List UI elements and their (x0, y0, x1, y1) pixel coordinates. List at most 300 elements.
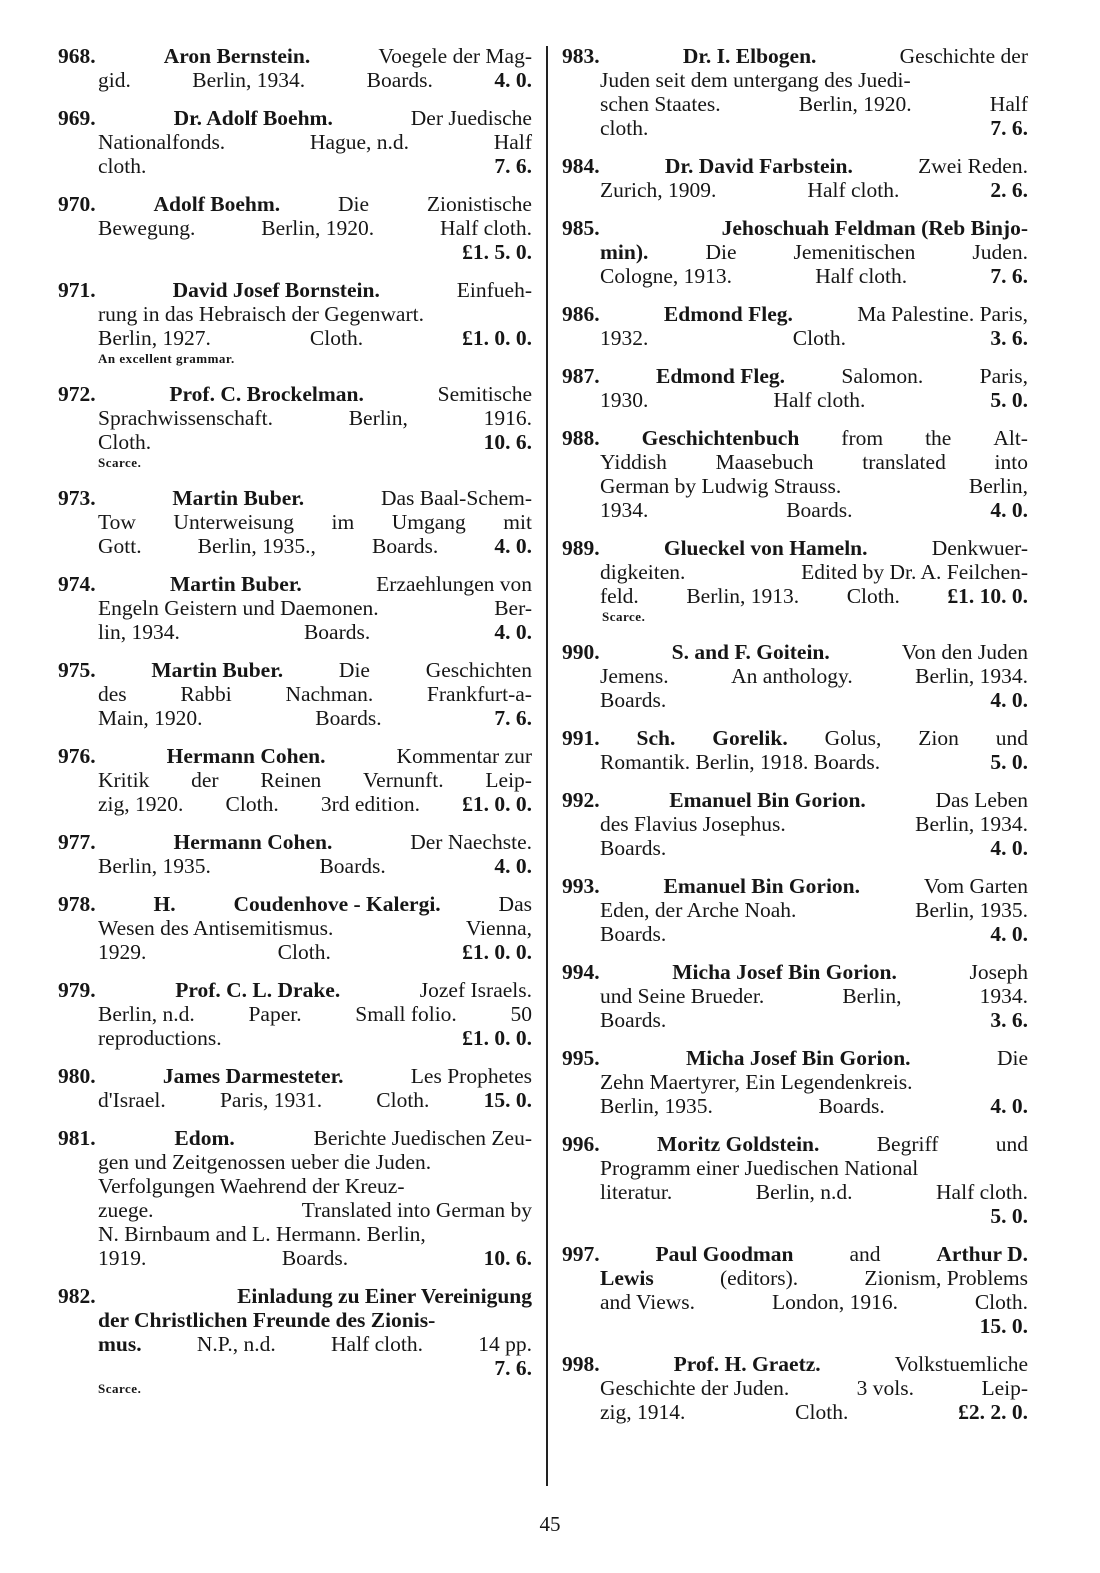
entry-number: 970. (58, 192, 96, 216)
entry-text: Berlin, 1913. (686, 584, 800, 608)
entry-text: 7. 6. (990, 264, 1028, 288)
entry-number: 993. (562, 874, 600, 898)
entry-text: Jemenitischen (793, 240, 916, 264)
entry-text: Von den Juden (901, 640, 1028, 664)
entry-line (562, 1376, 1028, 1400)
entry-text: Adolf Boehm. (153, 192, 281, 216)
catalogue-entry (58, 1064, 532, 1112)
entry-text: Berlin, n.d. (755, 1180, 853, 1204)
entry-text: Micha Josef Bin Gorion. (686, 1046, 911, 1070)
entry-text: Arthur D. (936, 1242, 1028, 1266)
entry-text: Coudenhove - Kalergi. (233, 892, 441, 916)
entry-number: 969. (58, 106, 96, 130)
entry-text: £1. 0. 0. (462, 1026, 532, 1050)
entry-text: Dr. David Farbstein. (664, 154, 853, 178)
entry-text: lin, 1934. (98, 620, 180, 644)
entry-line (562, 364, 1028, 388)
entry-text: 10. 6. (483, 1246, 532, 1270)
entry-text: Half cloth. (440, 216, 532, 240)
entry-line (58, 1198, 532, 1222)
catalogue-entry (562, 154, 1028, 202)
entry-text: Zehn Maertyrer, Ein Legendenkreis. (600, 1070, 913, 1094)
entry-text: Salomon. (841, 364, 924, 388)
entry-text: Vernunft. (363, 768, 444, 792)
entry-text: Die (996, 1046, 1028, 1070)
entry-line (58, 130, 532, 154)
entry-line (58, 792, 532, 816)
entry-text: Zionism, Problems (864, 1266, 1028, 1290)
entry-line (58, 978, 532, 1002)
catalogue-entry (562, 1352, 1028, 1424)
entry-text: and Views. (600, 1290, 696, 1314)
entry-text: Begriff (876, 1132, 939, 1156)
entry-line (58, 1222, 532, 1246)
entry-line (562, 1008, 1028, 1032)
entry-text: Kritik (98, 768, 150, 792)
entry-line (562, 812, 1028, 836)
entry-text: Cloth. (846, 584, 900, 608)
entry-line (58, 1088, 532, 1112)
entry-line (58, 1246, 532, 1270)
entry-text: Reinen (260, 768, 322, 792)
entry-text: Das (498, 892, 532, 916)
entry-text: und Seine Brueder. (600, 984, 765, 1008)
entry-text: Jozef Israels. (419, 978, 532, 1002)
entry-text: S. and F. Goitein. (671, 640, 830, 664)
entry-text: min). (600, 240, 649, 264)
entry-text: Berlin, 1934. (915, 664, 1028, 688)
entry-line (58, 1174, 532, 1198)
entry-text: Martin Buber. (151, 658, 284, 682)
entry-text: 7. 6. (494, 706, 532, 730)
entry-text: Martin Buber. (170, 572, 302, 596)
entry-text: 3. 6. (990, 326, 1028, 350)
entry-text: Dr. Adolf Boehm. (173, 106, 333, 130)
entry-text: Der Naechste. (410, 830, 532, 854)
entry-text: und (995, 1132, 1028, 1156)
entry-text: 4. 0. (494, 68, 532, 92)
entry-text: feld. (600, 584, 639, 608)
entry-number: 987. (562, 364, 600, 388)
entry-text: schen Staates. (600, 92, 721, 116)
catalogue-entry (58, 1126, 532, 1270)
entry-text: Boards. (600, 1008, 667, 1032)
entry-line (562, 584, 1028, 608)
entry-text: Berlin, (842, 984, 902, 1008)
entry-text: 4. 0. (990, 922, 1028, 946)
entry-text: Juden. (972, 240, 1028, 264)
entry-line (58, 892, 532, 916)
entry-text: Eden, der Arche Noah. (600, 898, 797, 922)
entry-line (58, 706, 532, 730)
entry-text: Berlin, 1920. (798, 92, 912, 116)
entry-text: Vienna, (465, 916, 532, 940)
entry-text: Edmond Fleg. (656, 364, 786, 388)
entry-text: Tow (98, 510, 136, 534)
entry-text: Paris, (979, 364, 1028, 388)
entry-number: 995. (562, 1046, 600, 1070)
entry-text: Cloth. (795, 1400, 849, 1424)
entry-text: Cloth. (225, 792, 279, 816)
entry-text: Hague, n.d. (309, 130, 410, 154)
entry-line (58, 1150, 532, 1174)
entry-text: Leip- (485, 768, 532, 792)
entry-text: Zionistische (426, 192, 532, 216)
entry-text: £2. 2. 0. (958, 1400, 1028, 1424)
entry-text: Geschichten (425, 658, 532, 682)
entry-text: Half cloth. (936, 1180, 1028, 1204)
entry-text: 2. 6. (990, 178, 1028, 202)
entry-number: 972. (58, 382, 96, 406)
entry-line (562, 178, 1028, 202)
entry-line (562, 1132, 1028, 1156)
entry-text: 5. 0. (990, 388, 1028, 412)
entry-line (58, 916, 532, 940)
catalogue-entry (562, 536, 1028, 626)
entry-line (562, 750, 1028, 774)
entry-line (562, 68, 1028, 92)
entry-text: Berlin, 1934. (915, 812, 1028, 836)
entry-note: Scarce. (98, 455, 142, 470)
catalogue-entry (58, 382, 532, 472)
entry-text: Paper. (248, 1002, 302, 1026)
entry-text: Paris, 1931. (219, 1088, 323, 1112)
entry-line (58, 1064, 532, 1088)
entry-text: 5. 0. (990, 750, 1028, 774)
entry-line (58, 1002, 532, 1026)
entry-text: Sprachwissenschaft. (98, 406, 273, 430)
entry-line (562, 450, 1028, 474)
entry-line (58, 302, 532, 326)
entry-line (58, 406, 532, 430)
entry-line (58, 534, 532, 558)
entry-line (562, 688, 1028, 712)
entry-line (58, 106, 532, 130)
catalogue-entry (562, 426, 1028, 522)
entry-text: 1929. (98, 940, 147, 964)
entry-line (562, 536, 1028, 560)
entry-text: 10. 6. (483, 430, 532, 454)
entry-number: 983. (562, 44, 600, 68)
entry-line (58, 486, 532, 510)
entry-text: im (331, 510, 355, 534)
entry-text: Boards. (818, 1094, 885, 1118)
entry-text: £1. 10. 0. (947, 584, 1028, 608)
entry-text: Boards. (319, 854, 386, 878)
entry-text: Boards. (600, 688, 667, 712)
entry-text: Joseph (969, 960, 1028, 984)
catalogue-entry (562, 788, 1028, 860)
entry-text: Jehoschuah Feldman (Reb Binjo- (721, 216, 1028, 240)
catalogue-entry (562, 640, 1028, 712)
entry-line (58, 382, 532, 406)
catalogue-entry (58, 44, 532, 92)
entry-text: Boards. (786, 498, 853, 522)
entry-line (58, 940, 532, 964)
entry-text: Hermann Cohen. (166, 744, 326, 768)
entry-text: 4. 0. (990, 498, 1028, 522)
entry-text: 4. 0. (494, 534, 532, 558)
entry-text: Berlin, n.d. (98, 1002, 195, 1026)
entry-text: Edmond Fleg. (663, 302, 793, 326)
catalogue-entry (58, 830, 532, 878)
catalogue-entry (58, 192, 532, 264)
entry-text: Zurich, 1909. (600, 178, 717, 202)
catalogue-entry (58, 278, 532, 368)
entry-line (562, 874, 1028, 898)
entry-text: Aron Bernstein. (163, 44, 311, 68)
entry-text: Moritz Goldstein. (656, 1132, 820, 1156)
entry-number: 971. (58, 278, 96, 302)
entry-text: Programm einer Juedischen National (600, 1156, 919, 1180)
catalogue-entry (562, 1046, 1028, 1118)
entry-text: 7. 6. (990, 116, 1028, 140)
entry-text: 7. 6. (494, 1356, 532, 1380)
entry-text: der Christlichen Freunde des Zionis- (98, 1308, 436, 1332)
entry-number: 991. (562, 726, 600, 750)
entry-line (58, 326, 532, 350)
entry-line (562, 1070, 1028, 1094)
entry-line (562, 264, 1028, 288)
entry-line (562, 216, 1028, 240)
entry-text: Unterweisung (173, 510, 295, 534)
entry-text: Berlin, 1927. (98, 326, 211, 350)
page-number: 45 (539, 1512, 561, 1536)
entry-line (562, 960, 1028, 984)
entry-text: Cloth. (309, 326, 364, 350)
entry-text: £1. 0. 0. (462, 792, 532, 816)
entry-text: Das Baal-Schem- (380, 486, 532, 510)
entry-line (562, 1266, 1028, 1290)
entry-line (58, 44, 532, 68)
entry-text: zig, 1920. (98, 792, 184, 816)
entry-text: N.P., n.d. (196, 1332, 276, 1356)
catalogue-entry (562, 302, 1028, 350)
entry-text: Berlin, (968, 474, 1028, 498)
entry-line (562, 1156, 1028, 1180)
entry-text: David Josef Bornstein. (172, 278, 380, 302)
entry-text: and (849, 1242, 881, 1266)
entry-text: Ma Palestine. Paris, (857, 302, 1028, 326)
entry-number: 968. (58, 44, 96, 68)
entry-number: 974. (58, 572, 96, 596)
entry-line (58, 430, 532, 454)
entry-text: Juden seit dem untergang des Juedi- (600, 68, 911, 92)
entry-text: d'Israel. (98, 1088, 166, 1112)
catalogue-entry (58, 658, 532, 730)
entry-text: Prof. C. L. Drake. (175, 978, 341, 1002)
entry-number: 973. (58, 486, 96, 510)
entry-number: 986. (562, 302, 600, 326)
entry-number: 976. (58, 744, 96, 768)
catalogue-entry (562, 44, 1028, 140)
entry-line (562, 474, 1028, 498)
entry-text: rung in das Hebraisch der Gegenwart. (98, 302, 424, 326)
entry-text: Wesen des Antisemitismus. (98, 916, 334, 940)
entry-text: Gorelik. (712, 726, 788, 750)
entry-text: 3rd edition. (320, 792, 420, 816)
entry-text: Voegele der Mag- (378, 44, 532, 68)
catalogue-entry (58, 572, 532, 644)
entry-line (58, 854, 532, 878)
entry-text: London, 1916. (771, 1290, 898, 1314)
entry-text: Small folio. (355, 1002, 457, 1026)
entry-line (58, 216, 532, 240)
entry-text: Cloth. (974, 1290, 1028, 1314)
entry-line (58, 510, 532, 534)
entry-number: 984. (562, 154, 600, 178)
entry-text: Bewegung. (98, 216, 196, 240)
entry-line (58, 1356, 532, 1380)
entry-line (58, 192, 532, 216)
entry-text: mit (503, 510, 532, 534)
right-column (562, 44, 1028, 1438)
entry-text: 4. 0. (990, 836, 1028, 860)
entry-line (58, 658, 532, 682)
entry-text: Boards. (600, 922, 667, 946)
entry-text: (editors). (719, 1266, 799, 1290)
entry-text: H. (153, 892, 176, 916)
entry-text: Nachman. (285, 682, 374, 706)
entry-text: Boards. (303, 620, 371, 644)
entry-text: Geschichtenbuch (641, 426, 800, 450)
entry-text: Berlin, 1934. (192, 68, 306, 92)
entry-text: Hermann Cohen. (173, 830, 333, 854)
entry-text: Boards. (366, 68, 433, 92)
entry-text: Verfolgungen Waehrend der Kreuz- (98, 1174, 405, 1198)
entry-text: Yiddish (600, 450, 667, 474)
entry-text: Cloth. (98, 430, 152, 454)
entry-text: £1. 5. 0. (462, 240, 532, 264)
entry-text: Half cloth. (815, 264, 908, 288)
entry-text: Emanuel Bin Gorion. (669, 788, 866, 812)
entry-number: 980. (58, 1064, 96, 1088)
entry-number: 978. (58, 892, 96, 916)
entry-number: 975. (58, 658, 96, 682)
entry-line (58, 744, 532, 768)
entry-line (58, 1308, 532, 1332)
entry-text: Rabbi (180, 682, 232, 706)
entry-number: 988. (562, 426, 600, 450)
catalogue-entry (562, 726, 1028, 774)
entry-text: 5. 0. (990, 1204, 1028, 1228)
entry-line (58, 278, 532, 302)
entry-text: N. Birnbaum and L. Hermann. Berlin, (98, 1222, 426, 1246)
catalogue-entry (562, 1132, 1028, 1228)
entry-line (562, 1046, 1028, 1070)
entry-text: cloth. (600, 116, 649, 140)
entry-line (58, 572, 532, 596)
entry-text: Half (493, 130, 532, 154)
entry-text: Romantik. Berlin, 1918. Boards. (600, 750, 881, 774)
entry-line (562, 560, 1028, 584)
entry-text: Micha Josef Bin Gorion. (672, 960, 897, 984)
entry-text: Half (989, 92, 1028, 116)
entry-text: Maasebuch (715, 450, 814, 474)
entry-line (58, 1126, 532, 1150)
catalogue-entry (562, 960, 1028, 1032)
entry-text: Main, 1920. (98, 706, 203, 730)
entry-text: Prof. H. Graetz. (673, 1352, 821, 1376)
entry-line (562, 726, 1028, 750)
entry-line (58, 682, 532, 706)
entry-text: Das Leben (935, 788, 1028, 812)
entry-text: Geschichte der Juden. (600, 1376, 790, 1400)
catalogue-entry (562, 216, 1028, 288)
entry-text: Alt- (993, 426, 1028, 450)
entry-line (58, 1026, 532, 1050)
entry-text: Nationalfonds. (98, 130, 226, 154)
entry-note: Scarce. (602, 609, 646, 624)
entry-text: 1930. (600, 388, 649, 412)
entry-text: Die (338, 658, 370, 682)
entry-text: und (995, 726, 1028, 750)
entry-text: zig, 1914. (600, 1400, 686, 1424)
entry-text: Boards. (315, 706, 382, 730)
entry-text: Sch. (636, 726, 676, 750)
entry-line (562, 44, 1028, 68)
entry-line (562, 116, 1028, 140)
entry-text: Berlin, 1935. (98, 854, 211, 878)
entry-text: 4. 0. (990, 688, 1028, 712)
entry-line (562, 1094, 1028, 1118)
entry-line (562, 1352, 1028, 1376)
entry-text: An anthology. (731, 664, 853, 688)
entry-text: Jemens. (600, 664, 669, 688)
entry-line (58, 768, 532, 792)
entry-text: 4. 0. (494, 854, 532, 878)
entry-line (562, 326, 1028, 350)
entry-text: Glueckel von Hameln. (663, 536, 868, 560)
entry-text: Zwei Reden. (918, 154, 1028, 178)
entry-text: zuege. (98, 1198, 154, 1222)
entry-text: Cloth. (792, 326, 846, 350)
entry-text: Emanuel Bin Gorion. (663, 874, 861, 898)
entry-text: 1916. (483, 406, 532, 430)
entry-line (562, 1314, 1028, 1338)
catalogue-entry (58, 1284, 532, 1398)
entry-text: Boards. (281, 1246, 349, 1270)
entry-line (562, 788, 1028, 812)
entry-text: Martin Buber. (172, 486, 305, 510)
entry-text: 14 pp. (478, 1332, 532, 1356)
entry-text: mus. (98, 1332, 142, 1356)
entry-line (562, 92, 1028, 116)
entry-text: Einladung zu Einer Vereinigung (237, 1284, 532, 1308)
entry-text: from (841, 426, 884, 450)
entry-text: Vom Garten (923, 874, 1028, 898)
entry-text: Die (705, 240, 737, 264)
entry-text: Berlin, (348, 406, 408, 430)
entry-text: Geschichte der (899, 44, 1028, 68)
entry-text: 1934. (600, 498, 649, 522)
entry-text: £1. 0. 0. (462, 940, 532, 964)
entry-text: Engeln Geistern und Daemonen. (98, 596, 379, 620)
entry-line (562, 240, 1028, 264)
entry-text: Berlin, 1920. (261, 216, 375, 240)
entry-text: Translated into German by (301, 1198, 532, 1222)
entry-line (58, 68, 532, 92)
entry-text: 50 (510, 1002, 532, 1026)
entry-text: Half cloth. (331, 1332, 423, 1356)
entry-text: Edom. (174, 1126, 235, 1150)
entry-text: Boards. (600, 836, 667, 860)
entry-line (562, 498, 1028, 522)
entry-text: der (191, 768, 219, 792)
entry-text: Half cloth. (807, 178, 900, 202)
entry-line (562, 1180, 1028, 1204)
entry-line (562, 302, 1028, 326)
